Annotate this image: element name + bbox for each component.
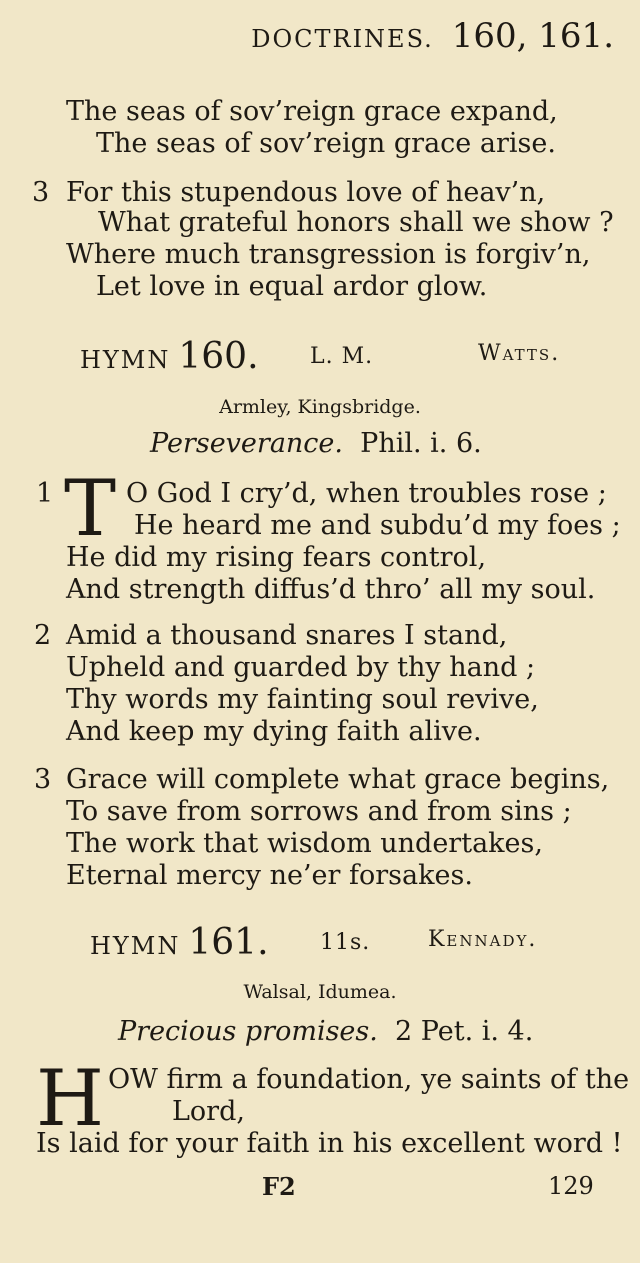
- hymn-meter: L. M.: [310, 344, 374, 369]
- stanza-number: 3: [32, 177, 50, 208]
- hymn-160-heading: [80, 336, 259, 377]
- verse-line: For this stupendous love of heav’n,: [66, 177, 546, 208]
- verse-line: He heard me and subdu’d my foes ;: [134, 510, 621, 541]
- hymn-label: HYMN: [80, 346, 171, 374]
- verse-line: OW firm a foundation, ye saints of the: [108, 1064, 630, 1095]
- hymn-161-heading: [90, 922, 269, 963]
- page-number: 129: [548, 1172, 594, 1200]
- verse-line: He did my rising fears control,: [66, 542, 487, 573]
- verse-line: Upheld and guarded by thy hand ;: [66, 652, 536, 683]
- verse-line: Is laid for your faith in his excellent word !: [36, 1128, 623, 1159]
- stanza-number: 3: [34, 764, 52, 795]
- verse-line: Eternal mercy ne’er forsakes.: [66, 860, 473, 891]
- stanza-number: 2: [34, 620, 52, 651]
- verse-line: Thy words my fainting soul revive,: [66, 684, 539, 715]
- hymn-author: Watts.: [478, 341, 561, 366]
- drop-cap: T: [64, 464, 117, 554]
- subject-theme: Precious promises.: [118, 1016, 378, 1047]
- verse-line: And strength diffus’d thro’ all my soul.: [66, 574, 596, 605]
- verse-line: The work that wisdom undertakes,: [66, 828, 543, 859]
- verse-line: Amid a thousand snares I stand,: [66, 620, 508, 651]
- tune-names: Armley, Kingsbridge.: [219, 396, 421, 418]
- verse-line: What grateful honors shall we show ?: [98, 207, 614, 238]
- verse-line: Lord,: [172, 1096, 245, 1127]
- stanza-number: 1: [36, 478, 54, 509]
- hymn-number: 161.: [188, 922, 269, 963]
- hymn-author: Kennady.: [428, 927, 538, 952]
- verse-line: Where much transgression is forgiv’n,: [66, 239, 591, 270]
- verse-line: O God I cry’d, when troubles rose ;: [126, 478, 607, 509]
- running-head: [251, 16, 614, 56]
- hymn-subject: [118, 1016, 533, 1047]
- verse-line: Let love in equal ardor glow.: [96, 271, 488, 302]
- running-head-title: DOCTRINES.: [251, 25, 434, 53]
- hymn-subject: [150, 428, 482, 459]
- running-head-hymn-numbers: 160, 161.: [451, 16, 614, 56]
- scripture-reference: 2 Pet. i. 4.: [395, 1016, 534, 1047]
- tune-names: Walsal, Idumea.: [243, 981, 397, 1003]
- signature-mark: F2: [262, 1172, 296, 1201]
- scripture-reference: Phil. i. 6.: [360, 428, 482, 459]
- verse-line: The seas of sov’reign grace expand,: [66, 96, 558, 127]
- drop-cap: H: [36, 1054, 105, 1144]
- hymn-number: 160.: [178, 336, 259, 377]
- hymn-label: HYMN: [90, 932, 181, 960]
- verse-line: To save from sorrows and from sins ;: [66, 796, 572, 827]
- verse-line: Grace will complete what grace begins,: [66, 764, 610, 795]
- verse-line: The seas of sov’reign grace arise.: [96, 128, 556, 159]
- subject-theme: Perseverance.: [150, 428, 343, 459]
- hymn-meter: 11s.: [320, 930, 371, 955]
- verse-line: And keep my dying faith alive.: [66, 716, 482, 747]
